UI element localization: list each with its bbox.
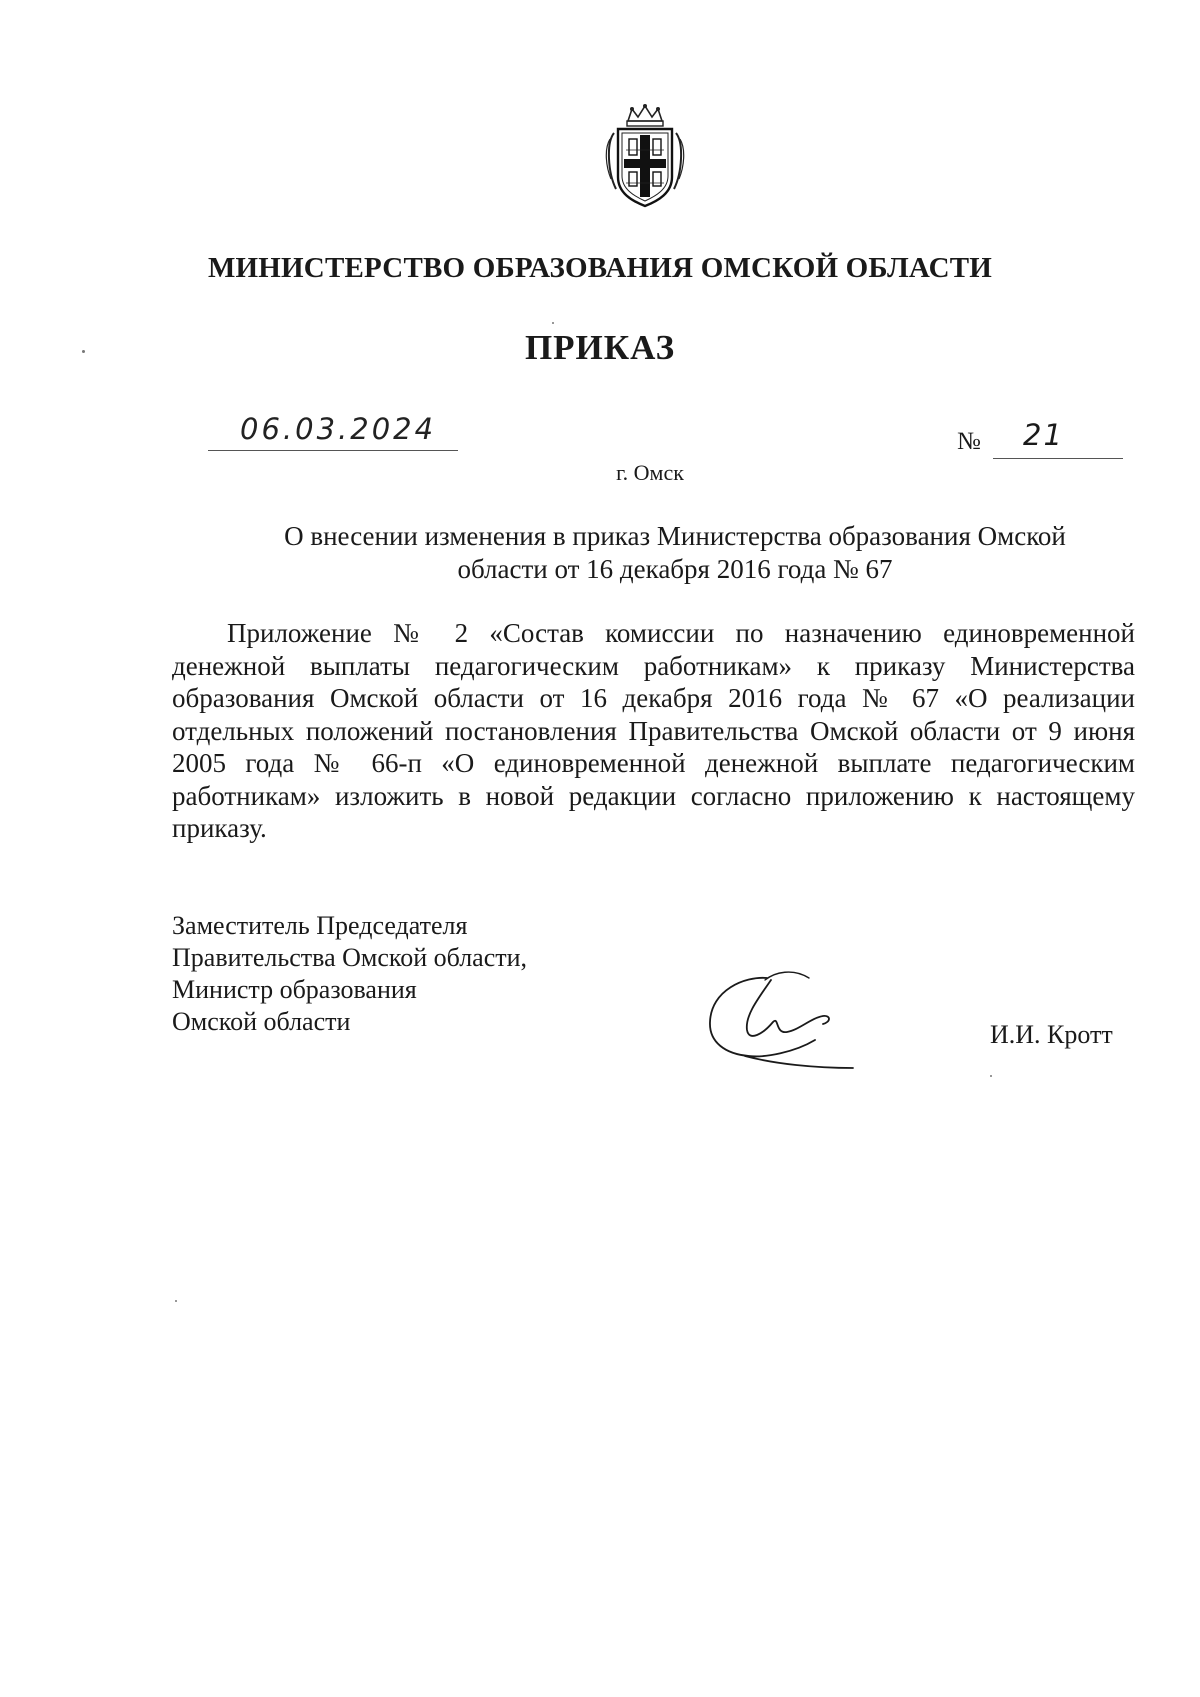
order-number-line xyxy=(993,418,1123,459)
document-type-title: ПРИКАЗ xyxy=(524,328,676,367)
scan-speck xyxy=(552,322,554,324)
order-number-handwritten: 21 xyxy=(1023,418,1064,452)
order-body-paragraph: Приложение № 2 «Состав комиссии по назначению единовременной денежной выплаты педагогическим работникам» к приказу Министерства образования Омской области от 16 декабря 2016 года № 67 «О реализации отдельных положений постановления Правительства Омской области от 9 июня 2005 года № 66-п «О единовременной денежной выплате педагогическим работникам» изложить в новой редакции согласно приложению к настоящему приказу. xyxy=(172,618,1135,843)
handwritten-signature-icon xyxy=(705,960,865,1080)
ministry-name: МИНИСТЕРСТВО ОБРАЗОВАНИЯ ОМСКОЙ ОБЛАСТИ xyxy=(207,252,993,284)
signer-position-line-3: Министр образования xyxy=(172,975,417,1004)
signer-position-line-4: Омской области xyxy=(172,1007,351,1036)
city-label: г. Омск xyxy=(616,460,684,485)
subject-line-1: О внесении изменения в приказ Министерства образования Омской xyxy=(284,521,1066,551)
subject-line-2: области от 16 декабря 2016 года № 67 xyxy=(457,554,893,584)
number-sign-label: № xyxy=(957,428,981,455)
scan-speck xyxy=(990,1075,992,1077)
order-date-handwritten: 06.03.2024 xyxy=(240,412,437,446)
signer-position-line-2: Правительства Омской области, xyxy=(172,943,528,972)
order-date-field xyxy=(208,410,458,451)
scan-speck xyxy=(82,350,85,353)
signer-position-line-1: Заместитель Председателя xyxy=(172,911,468,940)
order-subject xyxy=(250,520,1100,586)
scan-speck xyxy=(175,1300,177,1302)
coat-of-arms-icon xyxy=(602,103,688,209)
signer-name: И.И. Кротт xyxy=(990,1020,1113,1049)
signer-position xyxy=(172,910,527,1038)
